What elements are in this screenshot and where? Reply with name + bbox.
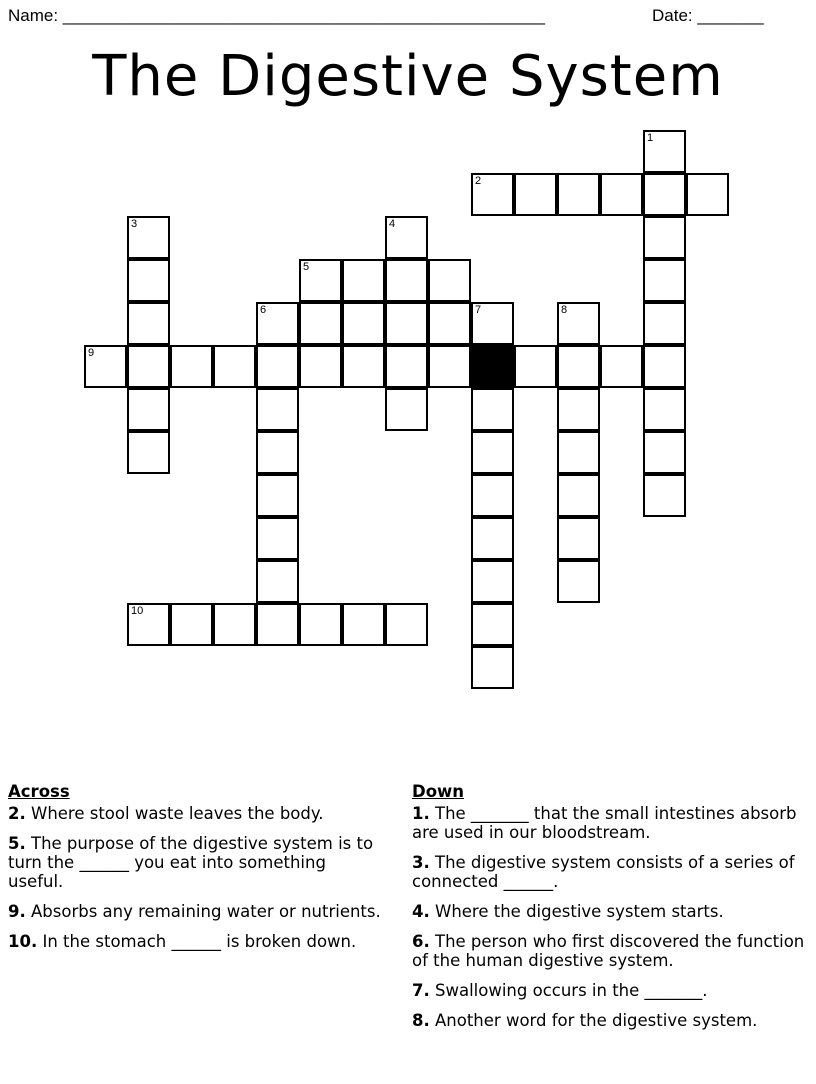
date-field: Date: _______ — [652, 6, 764, 25]
grid-cell[interactable] — [471, 173, 514, 216]
clue-number-label: 8 — [561, 304, 568, 316]
grid-cell[interactable] — [385, 388, 428, 431]
clue-number-label: 7 — [475, 304, 482, 316]
grid-cell[interactable] — [471, 474, 514, 517]
down-clues — [412, 782, 807, 1041]
grid-cell[interactable] — [127, 388, 170, 431]
clue-number: 5. — [8, 834, 26, 853]
grid-cell[interactable] — [256, 603, 299, 646]
clue-number-label: 6 — [260, 304, 267, 316]
grid-cell[interactable] — [557, 388, 600, 431]
clue-number: 1. — [412, 804, 430, 823]
grid-cell[interactable] — [256, 560, 299, 603]
grid-cell[interactable] — [385, 302, 428, 345]
clue-text: Swallowing occurs in the _______. — [435, 981, 708, 1000]
grid-cell[interactable] — [256, 345, 299, 388]
grid-cell[interactable] — [127, 603, 170, 646]
grid-cell[interactable] — [643, 302, 686, 345]
grid-cell[interactable] — [256, 474, 299, 517]
grid-cell[interactable] — [471, 431, 514, 474]
name-field: Name: ___________________________________________________ — [8, 6, 545, 25]
grid-cell[interactable] — [471, 646, 514, 689]
clue-number-label: 5 — [303, 261, 310, 273]
clue-number: 7. — [412, 981, 430, 1000]
grid-cell[interactable] — [643, 130, 686, 173]
down-clue — [412, 902, 807, 921]
grid-cell[interactable] — [557, 173, 600, 216]
grid-cell[interactable] — [84, 345, 127, 388]
grid-cell[interactable] — [428, 259, 471, 302]
grid-cell[interactable] — [643, 345, 686, 388]
across-clue — [8, 902, 383, 921]
grid-cell[interactable] — [557, 517, 600, 560]
grid-cell[interactable] — [557, 431, 600, 474]
grid-cell[interactable] — [213, 345, 256, 388]
grid-cell[interactable] — [385, 345, 428, 388]
clue-number: 8. — [412, 1011, 430, 1030]
grid-cell[interactable] — [471, 603, 514, 646]
grid-cell[interactable] — [342, 259, 385, 302]
grid-cell[interactable] — [471, 560, 514, 603]
grid-cell[interactable] — [256, 302, 299, 345]
grid-cell[interactable] — [428, 345, 471, 388]
grid-cell[interactable] — [643, 259, 686, 302]
grid-cell[interactable] — [600, 345, 643, 388]
grid-cell[interactable] — [342, 603, 385, 646]
grid-cell[interactable] — [385, 259, 428, 302]
grid-cell[interactable] — [600, 173, 643, 216]
clue-number-label: 9 — [88, 347, 95, 359]
clue-number: 10. — [8, 932, 38, 951]
clue-number-label: 2 — [475, 175, 482, 187]
grid-cell[interactable] — [557, 302, 600, 345]
clue-number-label: 1 — [647, 132, 654, 144]
grid-cell[interactable] — [428, 302, 471, 345]
grid-cell[interactable] — [643, 474, 686, 517]
grid-cell[interactable] — [385, 216, 428, 259]
grid-cell[interactable] — [557, 474, 600, 517]
clue-text: The digestive system consists of a series of connected ______. — [412, 853, 795, 891]
down-clue — [412, 853, 807, 891]
clue-number: 6. — [412, 932, 430, 951]
grid-cell[interactable] — [127, 345, 170, 388]
down-clue — [412, 1011, 807, 1030]
clue-text: In the stomach ______ is broken down. — [42, 932, 357, 951]
grid-cell[interactable] — [471, 517, 514, 560]
grid-cell[interactable] — [557, 560, 600, 603]
clue-number: 3. — [412, 853, 430, 872]
across-clues — [8, 782, 383, 962]
grid-cell[interactable] — [170, 345, 213, 388]
grid-cell[interactable] — [385, 603, 428, 646]
clue-text: Another word for the digestive system. — [435, 1011, 758, 1030]
clue-number: 2. — [8, 804, 26, 823]
grid-cell[interactable] — [643, 388, 686, 431]
grid-cell[interactable] — [471, 302, 514, 345]
grid-cell[interactable] — [342, 302, 385, 345]
grid-cell[interactable] — [557, 345, 600, 388]
grid-cell[interactable] — [256, 431, 299, 474]
grid-cell[interactable] — [299, 603, 342, 646]
down-heading: Down — [412, 782, 465, 801]
black-square — [471, 345, 514, 388]
clue-text: Where the digestive system starts. — [435, 902, 724, 921]
down-clue — [412, 932, 807, 970]
grid-cell[interactable] — [256, 388, 299, 431]
grid-cell[interactable] — [127, 259, 170, 302]
clue-text: Where stool waste leaves the body. — [31, 804, 324, 823]
clue-number-label: 3 — [131, 218, 138, 230]
across-heading: Across — [8, 782, 70, 801]
across-clue — [8, 804, 383, 823]
clue-text: The _______ that the small intestines absorb are used in our bloodstream. — [412, 804, 797, 842]
clue-number: 9. — [8, 902, 26, 921]
grid-cell[interactable] — [342, 345, 385, 388]
grid-cell[interactable] — [686, 173, 729, 216]
grid-cell[interactable] — [643, 173, 686, 216]
grid-cell[interactable] — [514, 173, 557, 216]
across-clue — [8, 834, 383, 891]
grid-cell[interactable] — [299, 259, 342, 302]
grid-cell[interactable] — [127, 302, 170, 345]
clue-text: The person who first discovered the function of the human digestive system. — [412, 932, 805, 970]
grid-cell[interactable] — [170, 603, 213, 646]
clue-number-label: 10 — [131, 605, 144, 617]
down-clue — [412, 804, 807, 842]
across-clue — [8, 932, 383, 951]
page-title: The Digestive System — [92, 44, 724, 109]
grid-cell[interactable] — [643, 431, 686, 474]
grid-cell[interactable] — [471, 388, 514, 431]
grid-cell[interactable] — [213, 603, 256, 646]
grid-cell[interactable] — [127, 431, 170, 474]
grid-cell[interactable] — [643, 216, 686, 259]
grid-cell[interactable] — [256, 517, 299, 560]
grid-cell[interactable] — [299, 302, 342, 345]
grid-cell[interactable] — [514, 345, 557, 388]
clue-number-label: 4 — [389, 218, 396, 230]
clue-number: 4. — [412, 902, 430, 921]
down-clue — [412, 981, 807, 1000]
grid-cell[interactable] — [127, 216, 170, 259]
grid-cell[interactable] — [299, 345, 342, 388]
clue-text: The purpose of the digestive system is to turn the ______ you eat into something useful. — [8, 834, 374, 891]
clue-text: Absorbs any remaining water or nutrients. — [31, 902, 381, 921]
